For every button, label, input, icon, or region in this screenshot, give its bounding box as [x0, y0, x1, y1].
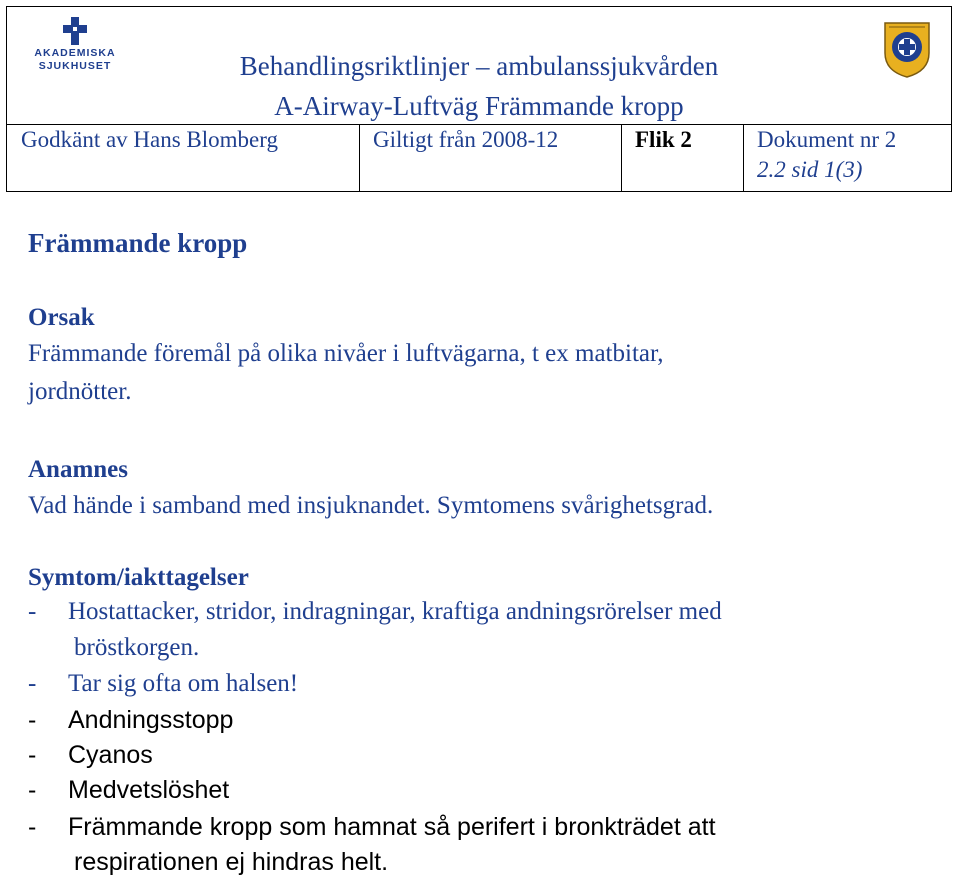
document-title: Behandlingsriktlinjer – ambulanssjukvården: [239, 51, 719, 81]
orsak-text-line2: jordnötter.: [28, 378, 132, 405]
list-item-text: Främmande kropp som hamnat så perifert i bronkträdet att: [68, 813, 716, 841]
anamnes-heading: Anamnes: [28, 456, 129, 483]
document-subtitle: A-Airway-Luftväg Främmande kropp: [274, 91, 684, 121]
document-header: [6, 6, 952, 192]
list-item-text: Andningsstopp: [68, 706, 234, 734]
list-dash: -: [28, 706, 37, 734]
list-dash: -: [28, 776, 37, 804]
header-row-divider: [7, 124, 951, 125]
list-dash: -: [28, 598, 37, 625]
list-item-continuation: bröstkorgen.: [74, 634, 200, 661]
list-item-text: Hostattacker, stridor, indragningar, kraftiga andningsrörelser med: [68, 598, 722, 625]
logo-text-line2: SJUKHUSET: [38, 60, 112, 72]
header-col-divider: [621, 124, 622, 191]
list-item-continuation: respirationen ej hindras helt.: [74, 848, 389, 876]
list-item-text: Cyanos: [68, 741, 153, 769]
main-heading: Främmande kropp: [28, 228, 248, 258]
list-item-text: Medvetslöshet: [68, 776, 230, 804]
approved-by: Godkänt av Hans Blomberg: [21, 127, 279, 152]
valid-from: Giltigt från 2008-12: [373, 127, 559, 152]
document-page: 2.2 sid 1(3): [757, 157, 863, 182]
header-col-divider: [359, 124, 360, 191]
document-number: Dokument nr 2: [757, 127, 897, 152]
header-col-divider: [743, 124, 744, 191]
orsak-text-line1: Främmande föremål på olika nivåer i luftvägarna, t ex matbitar,: [28, 340, 664, 367]
anamnes-text: Vad hände i samband med insjuknandet. Symtomens svårighetsgrad.: [28, 492, 714, 519]
orsak-heading: Orsak: [28, 304, 95, 331]
list-dash: -: [28, 670, 37, 697]
list-dash: -: [28, 813, 37, 841]
list-dash: -: [28, 741, 37, 769]
symtom-heading: Symtom/iakttagelser: [28, 564, 249, 591]
flik-label: Flik 2: [635, 127, 692, 152]
logo-text-line1: AKADEMISKA: [34, 47, 116, 59]
list-item-text: Tar sig ofta om halsen!: [68, 670, 299, 697]
cross-logo-icon: [63, 17, 87, 45]
